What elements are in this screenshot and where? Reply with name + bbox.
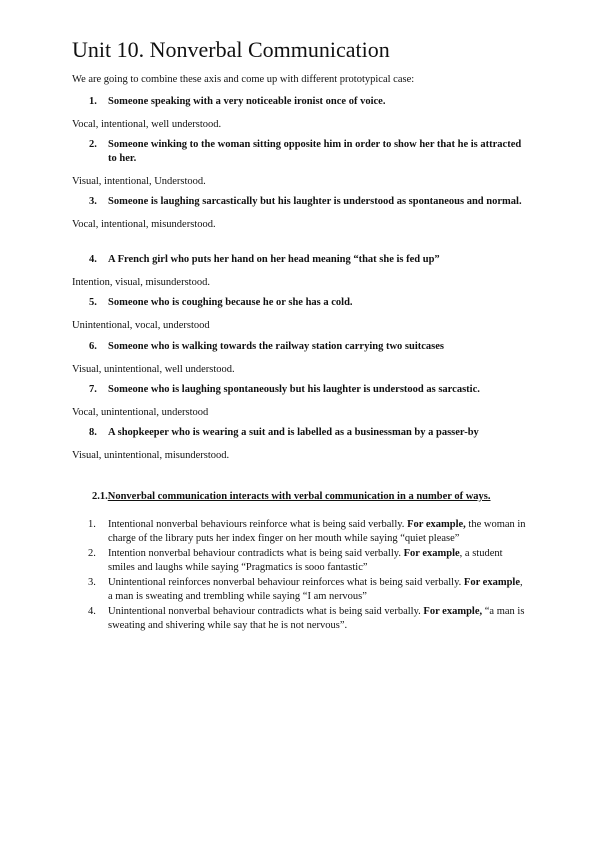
case-item bbox=[72, 383, 522, 420]
case-item bbox=[72, 253, 522, 290]
case-item bbox=[72, 195, 522, 232]
example-label: For example bbox=[463, 577, 521, 588]
example-label: For example bbox=[403, 548, 460, 559]
case-number: 5. bbox=[89, 297, 97, 308]
case-text: Someone winking to the woman sitting opposite him in order to show her that he is attracted to her. bbox=[108, 139, 522, 164]
case-number: 7. bbox=[89, 384, 97, 395]
case-item bbox=[72, 340, 522, 377]
list-item bbox=[88, 518, 528, 546]
list-text: Unintentional reinforces nonverbal behaviour reinforces what is being said verbally. bbox=[108, 577, 464, 588]
case-text: Someone speaking with a very noticeable ironist once of voice. bbox=[108, 96, 386, 107]
list-item bbox=[88, 547, 528, 575]
list-text: Unintentional nonverbal behaviour contradicts what is being said verbally. bbox=[108, 606, 424, 617]
list-number: 3. bbox=[88, 577, 96, 588]
case-answer: Visual, unintentional, well understood. bbox=[72, 364, 235, 375]
case-text: Someone is laughing sarcastically but his laughter is understood as spontaneous and normal. bbox=[108, 196, 522, 207]
list-number: 1. bbox=[88, 519, 96, 530]
case-heading bbox=[72, 253, 522, 267]
list-text-continued: the woman in charge of the library puts her index finger on her mouth while saying “quiet please” bbox=[108, 519, 526, 544]
example-label: For example, bbox=[407, 519, 466, 530]
case-answer: Vocal, unintentional, understood bbox=[72, 407, 209, 418]
intro-paragraph: We are going to combine these axis and come up with different prototypical case: bbox=[72, 74, 415, 85]
case-answer: Unintentional, vocal, understood bbox=[72, 320, 210, 331]
case-item bbox=[72, 95, 522, 132]
case-heading bbox=[72, 195, 522, 209]
case-answer: Intention, visual, misunderstood. bbox=[72, 277, 210, 288]
case-number: 2. bbox=[89, 139, 97, 150]
case-text: Someone who is coughing because he or she has a cold. bbox=[108, 297, 353, 308]
case-heading bbox=[72, 340, 522, 354]
case-heading bbox=[72, 95, 522, 109]
case-heading bbox=[72, 296, 522, 310]
case-heading bbox=[72, 138, 522, 166]
case-text: A shopkeeper who is wearing a suit and is labelled as a businessman by a passer-by bbox=[108, 427, 479, 438]
list-item bbox=[88, 605, 528, 633]
list-text-continued: “a man is sweating and shivering while say that he is not nervous”. bbox=[108, 606, 525, 631]
case-answer: Visual, intentional, Understood. bbox=[72, 176, 206, 187]
example-label: For example, bbox=[423, 606, 483, 617]
list-text: Intention nonverbal behaviour contradicts what is being said verbally. bbox=[108, 548, 404, 559]
case-text: A French girl who puts her hand on her head meaning “that she is fed up” bbox=[108, 254, 440, 265]
interaction-list bbox=[88, 518, 528, 634]
list-text: Intentional nonverbal behaviours reinforce what is being said verbally. bbox=[108, 519, 408, 530]
case-heading bbox=[72, 426, 522, 440]
page-title: Unit 10. Nonverbal Communication bbox=[72, 37, 390, 62]
case-answer: Vocal, intentional, well understood. bbox=[72, 119, 222, 130]
case-number: 4. bbox=[89, 254, 97, 265]
list-text-continued: , a student smiles and laughs while saying “Pragmatics is sooo fantastic” bbox=[108, 548, 503, 573]
section-heading bbox=[92, 490, 491, 504]
case-answer: Vocal, intentional, misunderstood. bbox=[72, 219, 216, 230]
section-number: 2.1. bbox=[92, 491, 108, 502]
case-item bbox=[72, 296, 522, 333]
list-item bbox=[88, 576, 528, 604]
case-item bbox=[72, 138, 522, 189]
case-heading bbox=[72, 383, 522, 397]
case-number: 6. bbox=[89, 341, 97, 352]
case-number: 8. bbox=[89, 427, 97, 438]
list-text-continued: , a man is sweating and trembling while saying “I am nervous” bbox=[108, 577, 523, 602]
case-item bbox=[72, 426, 522, 463]
case-text: Someone who is walking towards the railway station carrying two suitcases bbox=[108, 341, 444, 352]
case-number: 3. bbox=[89, 196, 97, 207]
case-text: Someone who is laughing spontaneously but his laughter is understood as sarcastic. bbox=[108, 384, 480, 395]
case-answer: Visual, unintentional, misunderstood. bbox=[72, 450, 230, 461]
case-number: 1. bbox=[89, 96, 97, 107]
list-number: 2. bbox=[88, 548, 96, 559]
section-heading-text: Nonverbal communication interacts with verbal communication in a number of ways. bbox=[107, 491, 491, 502]
list-number: 4. bbox=[88, 606, 96, 617]
